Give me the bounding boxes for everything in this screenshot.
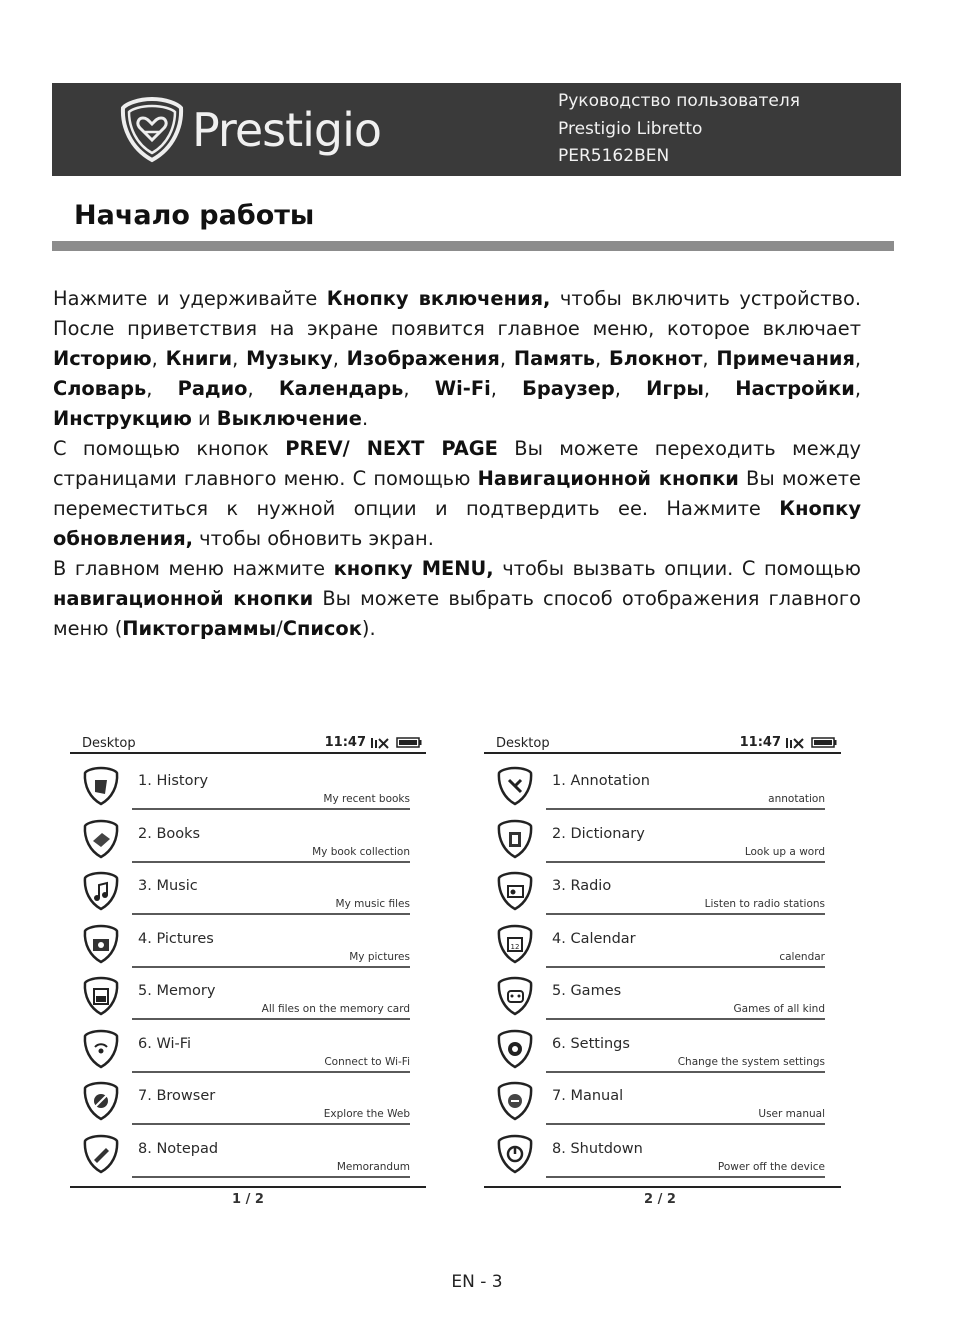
- menu-item-subtitle: My music files: [335, 898, 410, 910]
- bold-term: Радио: [177, 377, 248, 400]
- notepad-icon: [82, 1134, 120, 1174]
- bold-term: Список: [282, 617, 362, 640]
- menu-item-rule: [132, 1018, 410, 1020]
- text-run: /: [276, 617, 283, 640]
- text-run: Вы можете выбрать способ отображения главного меню (: [53, 587, 861, 640]
- text-run: ,: [247, 377, 279, 400]
- paragraph-3: [53, 554, 861, 644]
- menu-item-subtitle: My book collection: [312, 845, 410, 858]
- text-run: чтобы вызвать опции. С помощью: [493, 557, 862, 580]
- menu-item-rule: [546, 1071, 825, 1073]
- text-run: ,: [614, 377, 647, 400]
- bold-term: Историю: [53, 347, 152, 370]
- page-number: EN - 3: [451, 1272, 503, 1292]
- bold-term: Примечания: [716, 347, 855, 370]
- bold-term: навигационной кнопки: [53, 587, 314, 610]
- settings-icon: [496, 1029, 534, 1069]
- menu-item-label: 7. Browser: [138, 1088, 216, 1104]
- menu-item-rule: [546, 1176, 825, 1178]
- menu-item-subtitle: Connect to Wi-Fi: [324, 1055, 410, 1068]
- bold-term: Пиктограммы: [122, 617, 277, 640]
- bold-term: Блокнот: [608, 347, 703, 370]
- screen-title: Desktop: [496, 736, 550, 751]
- text-run: и: [191, 407, 217, 430]
- menu-item-subtitle: Change the system settings: [677, 1055, 825, 1068]
- bold-term: Wi-Fi: [434, 377, 491, 400]
- menu-item-rule: [132, 1176, 410, 1178]
- menu-item[interactable]: [484, 813, 841, 865]
- wireless-off-icon: [785, 737, 805, 749]
- manual-icon: [496, 1081, 534, 1121]
- menu-item-rule: [546, 966, 825, 968]
- screen-title: Desktop: [82, 736, 136, 751]
- section-rule: [52, 241, 894, 251]
- paragraph-2: [53, 434, 861, 554]
- menu-item[interactable]: [70, 813, 426, 865]
- menu-item[interactable]: [484, 918, 841, 970]
- menu-item[interactable]: [70, 970, 426, 1022]
- screen-top-rule: [70, 752, 426, 754]
- bold-term: Браузер: [522, 377, 615, 400]
- menu-item[interactable]: [484, 1128, 841, 1180]
- page-indicator: 2 / 2: [644, 1192, 676, 1207]
- menu-item-subtitle: My recent books: [323, 793, 410, 805]
- menu-item-label: 6. Settings: [552, 1035, 630, 1052]
- svg-text:12: 12: [510, 942, 520, 951]
- menu-item-rule: [546, 913, 825, 915]
- text-run: ,: [594, 347, 609, 370]
- menu-item-subtitle: annotation: [768, 793, 825, 805]
- menu-item-rule: [546, 808, 825, 810]
- menu-item-label: 8. Shutdown: [552, 1140, 643, 1157]
- bold-term: Навигационной кнопки: [477, 467, 739, 490]
- menu-item[interactable]: [484, 865, 841, 917]
- memory-icon: [82, 976, 120, 1016]
- menu-item-subtitle: My pictures: [349, 950, 410, 963]
- books-icon: [82, 819, 120, 859]
- section-title: Начало работы: [74, 200, 315, 231]
- menu-item-subtitle: Power off the device: [717, 1160, 825, 1173]
- menu-item-label: 4. Calendar: [552, 930, 636, 947]
- menu-item-label: 2. Dictionary: [552, 825, 645, 842]
- screen-bottom-rule: [70, 1186, 426, 1188]
- history-icon: [82, 766, 120, 806]
- menu-item[interactable]: [70, 918, 426, 970]
- menu-item-label: 3. Music: [138, 878, 198, 894]
- pictures-icon: [82, 924, 120, 964]
- menu-item-label: 8. Notepad: [138, 1140, 219, 1157]
- shutdown-icon: [496, 1134, 534, 1174]
- text-run: ,: [854, 377, 861, 400]
- menu-item-subtitle: Explore the Web: [323, 1108, 410, 1120]
- menu-item-label: 5. Games: [552, 983, 622, 999]
- menu-item-rule: [132, 808, 410, 810]
- annotation-icon: [496, 766, 534, 806]
- bold-term: Кнопку включения,: [326, 287, 551, 310]
- bold-term: Выключение: [216, 407, 362, 430]
- text-run: ,: [702, 347, 717, 370]
- radio-icon: [496, 871, 534, 911]
- screen-page-1: [70, 730, 426, 1222]
- text-run: ,: [854, 347, 862, 370]
- menu-item[interactable]: [484, 1023, 841, 1075]
- clock: 11:47: [739, 735, 781, 750]
- menu-item-subtitle: Games of all kind: [733, 1003, 825, 1015]
- text-run: ,: [403, 377, 435, 400]
- status-icons: [370, 737, 422, 749]
- menu-item[interactable]: [484, 760, 841, 812]
- dictionary-icon: [496, 819, 534, 859]
- bold-term: Игры: [646, 377, 704, 400]
- games-icon: [496, 976, 534, 1016]
- text-run: чтобы включить устройство. После приветствия на экране появится главное меню, которое включает: [53, 287, 861, 340]
- text-run: Вы можете переместиться к нужной опции и подтвердить ее. Нажмите: [53, 467, 861, 520]
- menu-item-subtitle: All files on the memory card: [261, 1003, 410, 1015]
- text-run: ,: [490, 377, 523, 400]
- menu-item-rule: [132, 861, 410, 863]
- page-indicator: 1 / 2: [232, 1192, 264, 1207]
- bold-term: кнопку MENU,: [333, 557, 494, 580]
- logo-text: Prestigio: [192, 103, 382, 157]
- menu-item-rule: [546, 1018, 825, 1020]
- menu-item[interactable]: [484, 1075, 841, 1127]
- text-run: Нажмите и удерживайте: [53, 287, 327, 310]
- screen-page-2: [484, 730, 841, 1222]
- menu-item-label: 1. Annotation: [552, 773, 650, 789]
- menu-item-label: 4. Pictures: [138, 930, 214, 947]
- text-run: ,: [151, 347, 166, 370]
- screen-bottom-rule: [484, 1186, 841, 1188]
- clock: 11:47: [324, 735, 366, 750]
- body-text: [53, 284, 861, 644]
- bold-term: Календарь: [278, 377, 404, 400]
- bold-term: Настройки: [735, 377, 855, 400]
- menu-item-subtitle: Look up a word: [744, 845, 825, 858]
- battery-icon: [811, 737, 837, 748]
- menu-item-subtitle: calendar: [779, 950, 825, 963]
- menu-item[interactable]: [70, 1075, 426, 1127]
- screen-top-rule: [484, 752, 841, 754]
- menu-item-rule: [132, 1071, 410, 1073]
- menu-item[interactable]: [70, 1128, 426, 1180]
- menu-item[interactable]: [70, 760, 426, 812]
- prestigio-logo: [118, 94, 428, 166]
- menu-item-label: 7. Manual: [552, 1088, 624, 1104]
- prestigio-emblem-icon: [118, 96, 186, 164]
- calendar-icon: [496, 924, 534, 964]
- bold-term: Кнопку обновления,: [53, 497, 861, 550]
- text-run: ,: [332, 347, 347, 370]
- menu-item-label: 2. Books: [138, 825, 201, 842]
- menu-item-rule: [132, 1123, 410, 1125]
- menu-item-subtitle: Listen to radio stations: [704, 898, 825, 910]
- menu-item-label: 5. Memory: [138, 983, 216, 999]
- bold-term: Инструкцию: [53, 407, 192, 430]
- product-name: Prestigio Libretto: [558, 118, 703, 139]
- menu-item[interactable]: [70, 865, 426, 917]
- text-run: В главном меню нажмите: [53, 557, 334, 580]
- menu-item-rule: [132, 913, 410, 915]
- manual-title: Руководство пользователя: [558, 91, 800, 111]
- text-run: ,: [232, 347, 247, 370]
- browser-icon: [82, 1081, 120, 1121]
- menu-item-subtitle: Memorandum: [336, 1160, 410, 1173]
- menu-item-subtitle: User manual: [758, 1108, 825, 1120]
- text-run: ).: [361, 617, 376, 640]
- wifi-icon: [82, 1029, 120, 1069]
- model-number: PER5162BEN: [558, 146, 670, 166]
- menu-item-label: 1. History: [138, 773, 209, 789]
- bold-term: Память: [513, 347, 595, 370]
- header-info: [558, 88, 888, 171]
- screen-title-row: [70, 730, 426, 750]
- bold-term: Книги: [165, 347, 233, 370]
- paragraph-1: [53, 284, 861, 434]
- text-run: С помощью кнопок: [53, 437, 286, 460]
- bold-term: PREV/ NEXT PAGE: [285, 437, 498, 460]
- text-run: Вы можете переходить между страницами главного меню. С помощью: [53, 437, 861, 490]
- menu-item[interactable]: [70, 1023, 426, 1075]
- wireless-off-icon: [370, 737, 390, 749]
- menu-item-rule: [546, 1123, 825, 1125]
- text-run: ,: [499, 347, 514, 370]
- music-icon: [82, 871, 120, 911]
- bold-term: Изображения: [346, 347, 500, 370]
- menu-item-label: 6. Wi-Fi: [138, 1035, 192, 1052]
- text-run: чтобы обновить экран.: [193, 527, 434, 550]
- status-icons: [785, 737, 837, 749]
- bold-term: Словарь: [53, 377, 147, 400]
- screen-title-row: [484, 730, 841, 750]
- bold-term: Музыку: [246, 347, 333, 370]
- menu-item-rule: [132, 966, 410, 968]
- text-run: ,: [703, 377, 736, 400]
- menu-item[interactable]: [484, 970, 841, 1022]
- battery-icon: [396, 737, 422, 748]
- menu-item-rule: [546, 861, 825, 863]
- text-run: .: [361, 407, 369, 430]
- menu-item-label: 3. Radio: [552, 878, 612, 894]
- text-run: ,: [146, 377, 178, 400]
